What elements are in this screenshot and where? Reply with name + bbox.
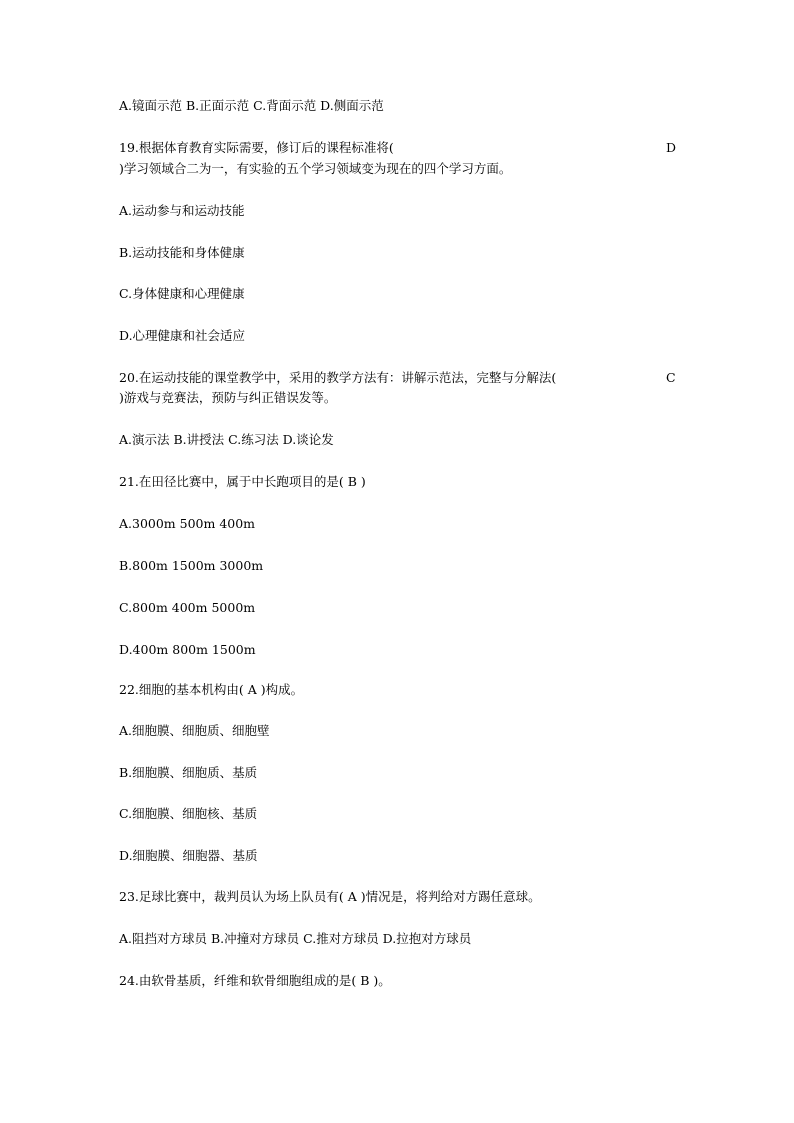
q22-option-b: B.细胞膜、细胞质、基质	[119, 765, 258, 780]
q21-option-a: A.3000m 500m 400m	[119, 516, 256, 531]
q19-option-d: D.心理健康和社会适应	[119, 328, 246, 343]
q23-options: A.阻挡对方球员 B.冲撞对方球员 C.推对方球员 D.拉抱对方球员	[119, 931, 472, 946]
q20-stem-continued: )游戏与竞赛法，预防与纠正错误发等。	[119, 390, 337, 405]
q21-option-c: C.800m 400m 5000m	[119, 600, 256, 615]
q24-stem: 24.由软骨基质，纤维和软骨细胞组成的是( B )。	[119, 973, 391, 988]
q22-option-c: C.细胞膜、细胞核、基质	[119, 806, 258, 821]
q19-option-a: A.运动参与和运动技能	[119, 203, 245, 218]
q19-option-c: C.身体健康和心理健康	[119, 286, 245, 301]
q23-stem: 23.足球比赛中，裁判员认为场上队员有( A )情况是，将判给对方踢任意球。	[119, 889, 541, 904]
q20-options: A.演示法 B.讲授法 C.练习法 D.谈论发	[119, 432, 334, 447]
q20-answer: C	[666, 370, 676, 385]
q22-stem: 22.细胞的基本机构由( A )构成。	[119, 682, 304, 697]
q20-stem: 20.在运动技能的课堂教学中，采用的教学方法有：讲解示范法，完整与分解法(	[119, 370, 557, 385]
q21-stem: 21.在田径比赛中，属于中长跑项目的是( B )	[119, 474, 366, 489]
q22-option-a: A.细胞膜、细胞质、细胞壁	[119, 723, 270, 738]
q22-option-d: D.细胞膜、细胞器、基质	[119, 848, 258, 863]
q19-stem-continued: )学习领域合二为一，有实验的五个学习领域变为现在的四个学习方面。	[119, 161, 512, 176]
q19-stem: 19.根据体育教育实际需要，修订后的课程标准将(	[119, 140, 394, 155]
q18-options: A.镜面示范 B.正面示范 C.背面示范 D.侧面示范	[119, 98, 384, 113]
q21-option-b: B.800m 1500m 3000m	[119, 558, 264, 573]
q19-option-b: B.运动技能和身体健康	[119, 245, 245, 260]
q19-answer: D	[666, 140, 677, 155]
q21-option-d: D.400m 800m 1500m	[119, 642, 256, 657]
